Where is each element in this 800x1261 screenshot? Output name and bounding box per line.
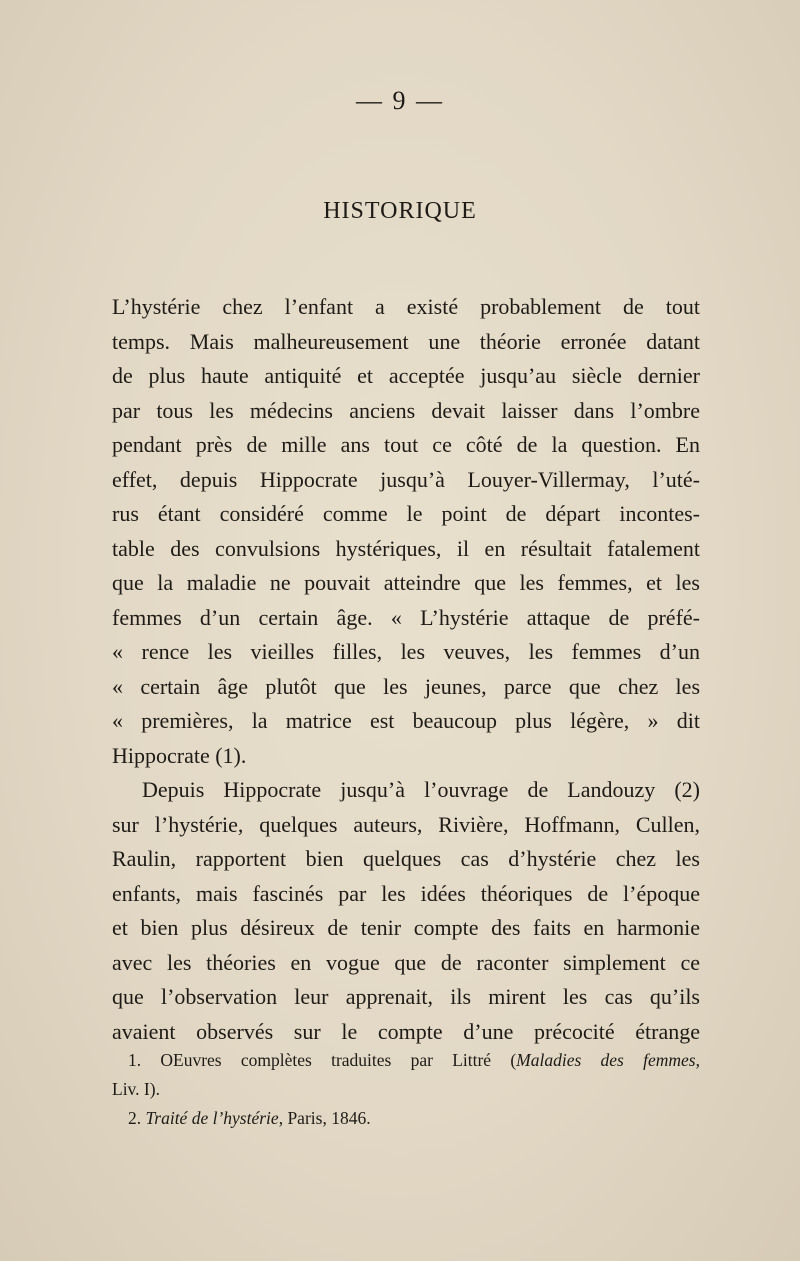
text-line: avec les théories en vogue que de raconter simplement ce <box>112 949 700 975</box>
body-text <box>112 290 700 1049</box>
text-line: que l’observation leur apprenait, ils mirent les cas qu’ils <box>112 984 700 1009</box>
footnote-2-title: Traité de l’hystérie <box>145 1108 279 1128</box>
text-line: femmes d’un certain âge. « L’hystérie attaque de préfé- <box>112 604 700 630</box>
footnote-1 <box>112 1046 700 1075</box>
text-line: « certain âge plutôt que les jeunes, parce que chez les <box>112 673 700 699</box>
footnote-2 <box>112 1104 700 1133</box>
footnote-1-text: 1. OEuvres complètes traduites par Littré ( <box>128 1050 517 1070</box>
footnotes <box>112 1046 700 1133</box>
text-line: « rence les vieilles filles, les veuves, les femmes d’un <box>112 639 700 664</box>
footnote-2-text: , Paris, 1846. <box>278 1108 371 1128</box>
text-line: et bien plus désireux de tenir compte des faits en harmonie <box>112 915 700 940</box>
text-line: pendant près de mille ans tout ce côté de la question. En <box>112 432 700 457</box>
footnote-1-title: Maladies des femmes <box>516 1050 696 1070</box>
text-line: temps. Mais malheureusement une théorie erronée datant <box>112 328 700 354</box>
section-heading: HISTORIQUE <box>323 198 477 224</box>
text-line: L’hystérie chez l’enfant a existé probablement de tout <box>112 294 700 319</box>
text-line: par tous les médecins anciens devait laisser dans l’ombre <box>112 397 700 423</box>
text-line: de plus haute antiquité et acceptée jusqu’au siècle dernier <box>112 363 700 388</box>
text-line: table des convulsions hystériques, il en résultait fatalement <box>112 535 700 561</box>
text-line: rus étant considéré comme le point de départ incontes- <box>112 501 700 526</box>
text-line: que la maladie ne pouvait atteindre que les femmes, et les <box>112 570 700 595</box>
text-line: « premières, la matrice est beaucoup plus légère, » dit <box>112 708 700 733</box>
text-line: Raulin, rapportent bien quelques cas d’hystérie chez les <box>112 846 700 871</box>
page-number: — 9 — <box>356 86 444 115</box>
text-line: effet, depuis Hippocrate jusqu’à Louyer-Villermay, l’uté- <box>112 466 700 492</box>
text-line: Hippocrate (1). <box>112 742 247 768</box>
text-line: enfants, mais fascinés par les idées théoriques de l’époque <box>112 880 700 906</box>
text-line: Depuis Hippocrate jusqu’à l’ouvrage de Landouzy (2) <box>142 777 700 802</box>
footnote-2-number: 2. <box>128 1108 146 1128</box>
text-line: sur l’hystérie, quelques auteurs, Rivière, Hoffmann, Cullen, <box>112 811 700 837</box>
text-line: avaient observés sur le compte d’une précocité étrange <box>112 1018 700 1044</box>
footnote-1-punct: , <box>695 1050 700 1070</box>
footnote-1-continuation: Liv. I). <box>112 1079 160 1099</box>
